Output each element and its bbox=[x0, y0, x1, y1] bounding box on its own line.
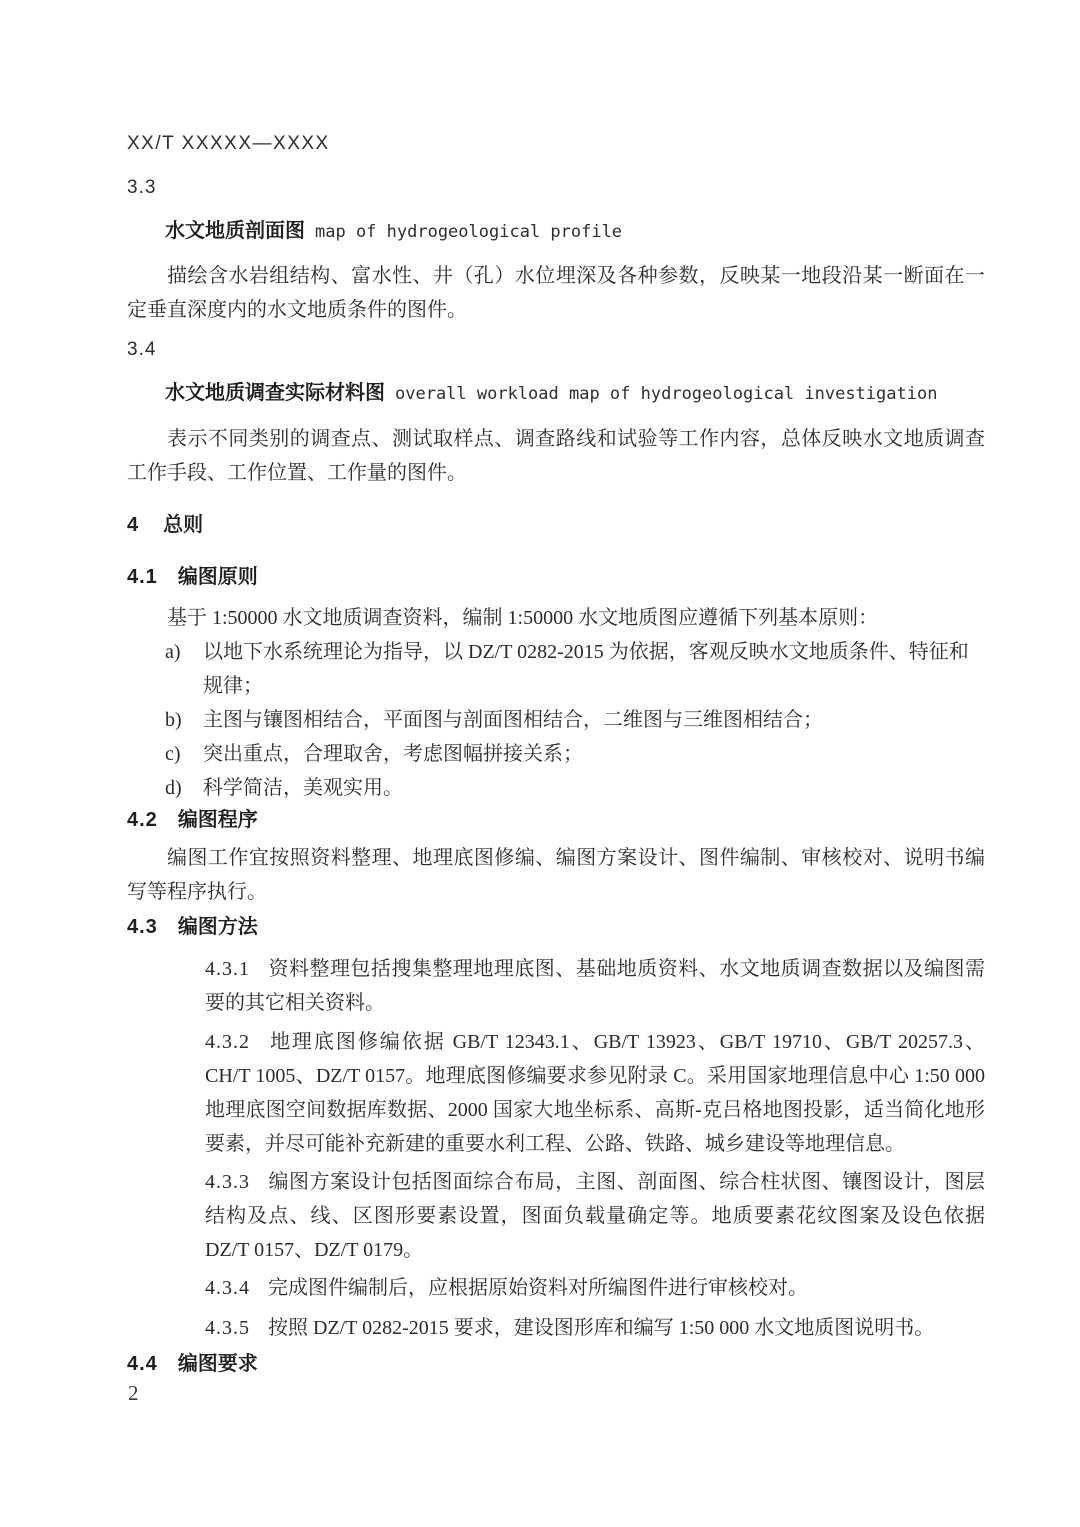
list-item-b bbox=[127, 703, 985, 737]
term-3-4-title-cn: 水文地质调查实际材料图 bbox=[165, 382, 385, 404]
section-4-3-number: 4.3 bbox=[127, 916, 158, 938]
clause-4-3-1 bbox=[205, 952, 985, 1020]
clause-4-3-2-text: 地理底图修编依据 GB/T 12343.1、GB/T 13923、GB/T 19710、GB/T 20257.3、CH/T 1005、DZ/T 0157。地理底图修编要求参见附录 C。采用国家地理信息中心 1:50 000 地理底图空间数据库数据、2000 国家大地坐标系、高斯-克吕格地图投影，适当简化地形要素，并尽可能补充新建的重要水利工程、公路、铁路、城乡建设等地理信息。 bbox=[205, 1031, 985, 1155]
list-item-a bbox=[127, 635, 985, 703]
section-4-4-title: 编图要求 bbox=[177, 1353, 258, 1375]
list-item-d-text: 科学简洁，美观实用。 bbox=[203, 777, 403, 799]
term-3-3-title-cn: 水文地质剖面图 bbox=[165, 220, 305, 242]
term-3-3-definition: 描绘含水岩组结构、富水性、井（孔）水位埋深及各种参数，反映某一地段沿某一断面在一定垂直深度内的水文地质条件的图件。 bbox=[127, 265, 985, 321]
section-4-2-heading bbox=[127, 805, 985, 835]
term-3-3-title bbox=[127, 216, 985, 248]
term-3-3-title-en: map of hydrogeological profile bbox=[315, 222, 623, 242]
clause-4-3-4-number: 4.3.4 bbox=[205, 1277, 250, 1299]
list-item-a-text: 以地下水系统理论为指导，以 DZ/T 0282-2015 为依据，客观反映水文地质条件、特征和规律； bbox=[203, 641, 969, 697]
clause-4-3-5 bbox=[205, 1311, 985, 1345]
section-4-4-number: 4.4 bbox=[127, 1353, 158, 1375]
clause-4-3-3-text: 编图方案设计包括图面综合布局，主图、剖面图、综合柱状图、镶图设计，图层结构及点、线、区图形要素设置，图面负载量确定等。地质要素花纹图案及设色依据 DZ/T 0157、DZ/T 0179。 bbox=[205, 1171, 985, 1261]
clause-4-3-3 bbox=[205, 1165, 985, 1267]
list-item-d-label: d) bbox=[165, 777, 182, 799]
section-4-3-heading bbox=[127, 912, 985, 942]
section-4-2-title: 编图程序 bbox=[177, 809, 258, 831]
list-item-d bbox=[127, 771, 985, 805]
term-3-3-number: 3.3 bbox=[127, 177, 157, 198]
section-4-4-heading bbox=[127, 1349, 985, 1379]
term-3-4-title bbox=[127, 378, 985, 410]
clause-4-3-5-text: 按照 DZ/T 0282-2015 要求，建设图形库和编写 1:50 000 水文地质图说明书。 bbox=[268, 1317, 935, 1339]
list-item-c-label: c) bbox=[165, 743, 181, 765]
list-item-c bbox=[127, 737, 985, 771]
principles-list bbox=[127, 635, 985, 805]
clause-4-3-4-text: 完成图件编制后，应根据原始资料对所编图件进行审核校对。 bbox=[268, 1277, 808, 1299]
clause-4-3-2 bbox=[205, 1025, 985, 1161]
section-4-3-title: 编图方法 bbox=[177, 916, 258, 938]
clause-4-3-1-text: 资料整理包括搜集整理地理底图、基础地质资料、水文地质调查数据以及编图需要的其它相关资料。 bbox=[205, 958, 985, 1014]
term-3-4-title-en: overall workload map of hydrogeological investigation bbox=[395, 384, 938, 404]
section-4-2-number: 4.2 bbox=[127, 809, 158, 831]
clause-4-3-4 bbox=[205, 1271, 985, 1305]
list-item-c-text: 突出重点，合理取舍，考虑图幅拼接关系； bbox=[203, 743, 583, 765]
page-number: 2 bbox=[128, 1381, 139, 1405]
section-4-1-number: 4.1 bbox=[127, 566, 158, 588]
list-item-a-label: a) bbox=[165, 641, 181, 663]
chapter-4-number: 4 bbox=[127, 514, 140, 536]
clause-4-3-3-number: 4.3.3 bbox=[205, 1171, 250, 1193]
list-item-b-label: b) bbox=[165, 709, 182, 731]
section-4-1-heading bbox=[127, 562, 985, 592]
document-code-header: XX/T XXXXX—XXXX bbox=[127, 133, 330, 154]
clause-4-3-1-number: 4.3.1 bbox=[205, 958, 250, 980]
section-4-1-title: 编图原则 bbox=[177, 566, 258, 588]
clause-4-3-5-number: 4.3.5 bbox=[205, 1317, 250, 1339]
section-4-2-body: 编图工作宜按照资料整理、地理底图修编、编图方案设计、图件编制、审核校对、说明书编写等程序执行。 bbox=[127, 847, 985, 903]
list-item-b-text: 主图与镶图相结合，平面图与剖面图相结合，二维图与三维图相结合； bbox=[203, 709, 823, 731]
chapter-4-title: 总则 bbox=[163, 514, 204, 536]
chapter-4-heading bbox=[127, 510, 985, 540]
clause-4-3-2-number: 4.3.2 bbox=[205, 1031, 250, 1053]
section-4-1-intro: 基于 1:50000 水文地质调查资料，编制 1:50000 水文地质图应遵循下列基本原则： bbox=[167, 607, 879, 629]
term-3-4-number: 3.4 bbox=[127, 339, 157, 360]
term-3-4-definition: 表示不同类别的调查点、测试取样点、调查路线和试验等工作内容，总体反映水文地质调查工作手段、工作位置、工作量的图件。 bbox=[127, 428, 985, 484]
